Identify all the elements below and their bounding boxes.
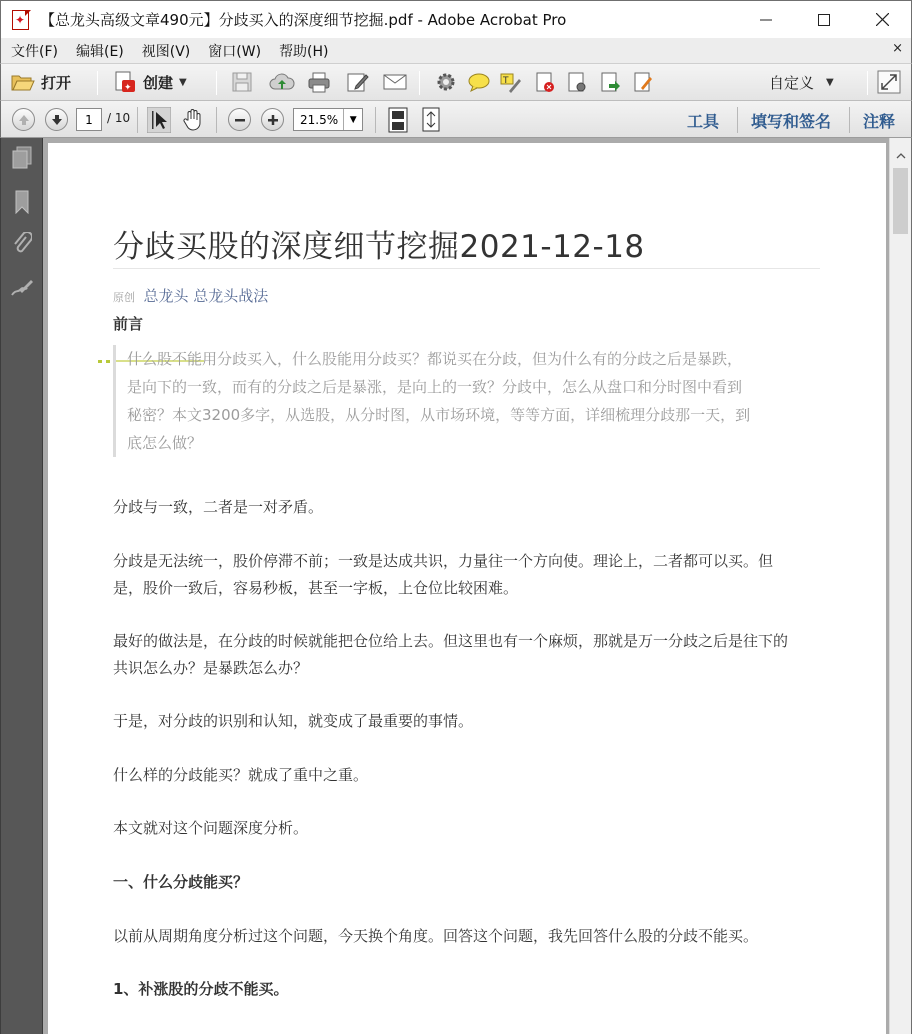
document-export-icon <box>599 71 621 93</box>
paragraph: 于是，对分歧的识别和认知，就变成了最重要的事情。 <box>113 712 474 730</box>
document-gear-icon <box>566 71 588 93</box>
gear-icon <box>435 71 457 93</box>
paragraph: 分歧与一致，二者是一对矛盾。 <box>113 498 324 516</box>
minimize-icon <box>760 14 772 26</box>
open-button[interactable] <box>11 64 71 100</box>
paragraph: 分歧是无法统一，股价停滞不前；一致是达成共识，力量往一个方向使。理论上，二者都可以买。但 <box>113 552 774 570</box>
paragraph: 最好的做法是，在分歧的时候就能把仓位给上去。但这里也有一个麻烦，那就是万一分歧之后是往下的 <box>113 632 789 650</box>
highlight-text-button[interactable] <box>499 64 523 100</box>
scroll-thumb[interactable] <box>893 168 908 234</box>
pdf-page <box>48 143 886 1034</box>
window-title: 【总龙头高级文章490元】分歧买入的深度细节挖掘.pdf - Adobe Acrobat Pro <box>40 11 567 29</box>
original-tag: 原创 <box>113 291 135 304</box>
acrobat-app-icon: ✦ <box>10 9 32 31</box>
document-viewport[interactable] <box>43 138 889 1034</box>
select-tool-button[interactable] <box>147 102 171 138</box>
chevron-up-icon <box>896 153 906 159</box>
svg-text:✦: ✦ <box>124 83 132 93</box>
document-title: 分歧买股的深度细节挖掘2021-12-18 <box>113 229 645 265</box>
cloud-upload-icon <box>269 71 295 93</box>
fit-page-icon <box>419 107 443 133</box>
printer-icon <box>307 71 331 93</box>
save-icon <box>231 71 253 93</box>
quote-line: 是向下的一致，而有的分歧之后是暴涨，是向上的一致？分歧中，怎么从盘口和分时图中看到 <box>127 378 743 396</box>
create-label: 创建 <box>143 73 174 92</box>
preface-quote <box>113 345 825 457</box>
quote-line: 什么股不能用分歧买入，什么股能用分歧买？都说买在分歧，但为什么有的分歧之后是暴跌， <box>127 350 743 368</box>
delete-page-button[interactable] <box>534 64 556 100</box>
page-thumbnails-button[interactable] <box>10 146 34 170</box>
speech-bubble-icon <box>467 71 491 93</box>
customize-button[interactable] <box>769 64 834 100</box>
menu-close-document-button[interactable]: × <box>892 41 903 56</box>
settings-button[interactable] <box>435 64 457 100</box>
paragraph: 什么样的分歧能买？就成了重中之重。 <box>113 766 369 784</box>
menu-edit[interactable]: 编辑(E) <box>75 43 124 60</box>
title-bar <box>0 0 912 38</box>
email-button[interactable] <box>383 64 407 100</box>
bookmarks-button[interactable] <box>10 190 34 214</box>
bookmark-icon <box>12 190 32 214</box>
minimize-button[interactable] <box>737 1 795 38</box>
fill-sign-pane-link[interactable]: 填写和签名 <box>751 112 832 131</box>
arrow-up-icon <box>18 114 30 126</box>
menu-bar <box>0 38 912 63</box>
document-sign-icon <box>632 71 654 93</box>
customize-dropdown-icon: ▼ <box>826 76 834 88</box>
quote-line: 底怎么做？ <box>127 434 203 452</box>
close-icon <box>876 13 889 26</box>
signature-pen-icon <box>10 277 34 299</box>
fit-page-button[interactable] <box>419 102 443 138</box>
previous-page-button[interactable] <box>12 108 35 131</box>
title-divider <box>113 268 820 269</box>
create-dropdown-icon: ▼ <box>179 76 187 88</box>
zoom-out-button[interactable] <box>228 108 251 131</box>
customize-label: 自定义 <box>769 73 815 92</box>
cursor-select-icon <box>147 107 171 133</box>
upload-button[interactable] <box>269 64 295 100</box>
navigation-panel <box>0 138 43 1034</box>
plus-icon <box>267 114 279 126</box>
edit-pencil-icon <box>346 71 370 93</box>
paragraph: 共识怎么办？是暴跌怎么办？ <box>113 659 309 677</box>
paragraph: 是，股价一致后，容易秒板，甚至一字板，上仓位比较困难。 <box>113 579 519 597</box>
vertical-scrollbar[interactable] <box>889 138 912 1034</box>
subsection-heading: 1、补涨股的分歧不能买。 <box>113 980 289 998</box>
hand-tool-button[interactable] <box>181 102 205 138</box>
signatures-button[interactable] <box>10 276 34 300</box>
close-button[interactable] <box>853 1 911 38</box>
expand-icon <box>877 70 901 94</box>
document-settings-button[interactable] <box>566 64 588 100</box>
save-button[interactable] <box>231 64 253 100</box>
page-scroll-icon <box>386 107 410 133</box>
print-button[interactable] <box>307 64 331 100</box>
pages-icon <box>11 146 33 170</box>
zoom-level-select[interactable] <box>293 108 363 131</box>
page-layout-button[interactable] <box>386 102 410 138</box>
export-button[interactable] <box>599 64 621 100</box>
minus-icon <box>234 114 246 126</box>
sign-button[interactable] <box>632 64 654 100</box>
folder-open-icon <box>11 72 35 92</box>
preface-heading: 前言 <box>113 315 144 333</box>
comment-pane-link[interactable]: 注释 <box>863 112 896 131</box>
envelope-icon <box>383 72 407 92</box>
author-names: 总龙头 总龙头战法 <box>143 287 269 305</box>
paragraph: 以前从周期角度分析过这个问题，今天换个角度。回答这个问题，我先回答什么股的分歧不能买。 <box>113 927 759 945</box>
zoom-dropdown-icon[interactable]: ▼ <box>343 109 362 130</box>
next-page-button[interactable] <box>45 108 68 131</box>
page-number-input[interactable]: 1 <box>76 108 102 131</box>
quote-line: 秘密？本文3200多字，从选股，从分时图，从市场环境，等等方面，详细梳理分歧那一天，到 <box>127 406 751 424</box>
menu-window[interactable]: 窗口(W) <box>208 43 262 60</box>
paperclip-icon <box>12 232 32 256</box>
zoom-in-button[interactable] <box>261 108 284 131</box>
zoom-level-value: 21.5% <box>300 112 339 127</box>
open-label: 打开 <box>41 73 72 92</box>
main-toolbar <box>0 63 912 101</box>
page-total: / 10 <box>107 111 131 125</box>
fullscreen-button[interactable] <box>877 64 901 100</box>
menu-file[interactable]: 文件(F) <box>11 43 58 60</box>
menu-help[interactable]: 帮助(H) <box>279 43 329 60</box>
tools-pane-link[interactable]: 工具 <box>687 112 720 131</box>
scroll-up-button[interactable] <box>890 146 912 166</box>
menu-view[interactable]: 视图(V) <box>141 43 191 60</box>
attachments-button[interactable] <box>10 232 34 256</box>
edit-document-button[interactable] <box>346 64 370 100</box>
comment-button[interactable] <box>467 64 491 100</box>
svg-text:T: T <box>503 76 509 86</box>
navigation-toolbar <box>0 101 912 138</box>
document-delete-icon <box>534 71 556 93</box>
arrow-down-icon <box>51 114 63 126</box>
create-button[interactable] <box>113 64 187 100</box>
highlight-pen-icon <box>499 71 523 93</box>
create-pdf-icon <box>113 70 137 94</box>
paragraph: 本文就对这个问题深度分析。 <box>113 819 309 837</box>
maximize-icon <box>818 14 830 26</box>
hand-icon <box>181 108 205 132</box>
maximize-button[interactable] <box>795 1 853 38</box>
article-meta <box>113 285 268 306</box>
section-heading: 一、什么分歧能买？ <box>113 873 249 891</box>
